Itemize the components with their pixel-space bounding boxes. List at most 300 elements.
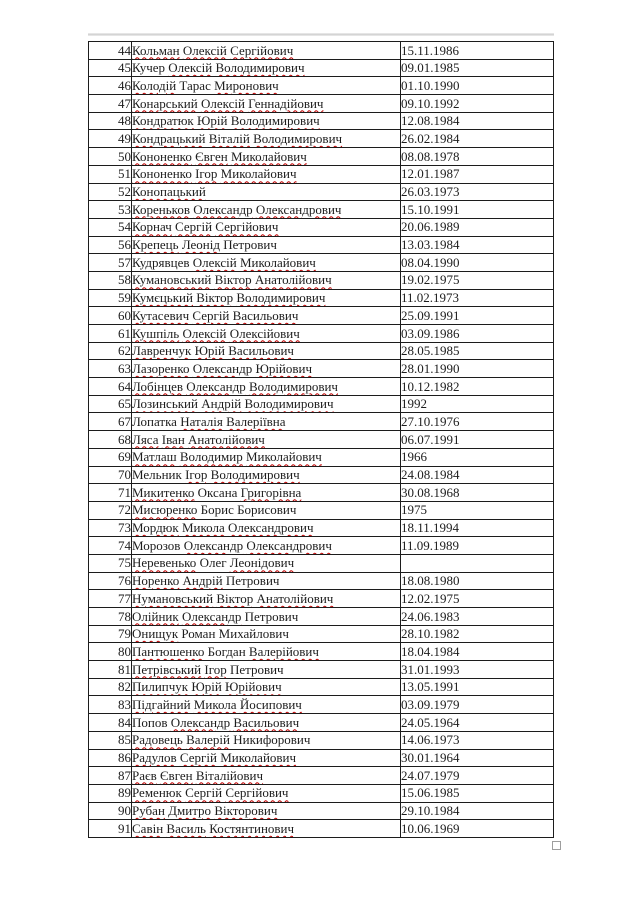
table-row (89, 307, 554, 325)
table-row (89, 42, 554, 60)
name-word-misspelled: Колодій (132, 77, 177, 93)
name-word: Петрович (229, 661, 284, 677)
row-number-cell[interactable]: 86 (89, 749, 132, 767)
table-row (89, 731, 554, 749)
name-word: Попов (132, 714, 168, 730)
person-name-cell[interactable] (132, 820, 401, 838)
table-row (89, 820, 554, 838)
name-word-misspelled: Олександр (183, 537, 244, 553)
name-word: Олег (199, 555, 227, 571)
birthdate-cell[interactable]: 03.09.1979 (401, 696, 554, 714)
row-number-cell[interactable]: 53 (89, 201, 132, 219)
person-name-cell[interactable] (132, 590, 401, 608)
person-name-cell[interactable] (132, 802, 401, 820)
person-name-cell[interactable] (132, 784, 401, 802)
row-number-cell[interactable]: 83 (89, 696, 132, 714)
birthdate-cell[interactable]: 09.10.1992 (401, 95, 554, 113)
row-number-cell[interactable]: 60 (89, 307, 132, 325)
birthdate-cell[interactable]: 24.06.1983 (401, 608, 554, 626)
name-word-misspelled: Онищук (132, 626, 179, 642)
birthdate-cell[interactable]: 18.08.1980 (401, 572, 554, 590)
row-number-cell[interactable]: 44 (89, 42, 132, 60)
name-word-misspelled: Анатолійович (256, 590, 334, 606)
name-word-misspelled: Нумановський (132, 590, 214, 606)
name-word-misspelled: Наталія (180, 413, 223, 429)
row-number-cell[interactable]: 72 (89, 501, 132, 519)
table-row (89, 218, 554, 236)
name-word: Михайлович (218, 626, 289, 642)
name-word-misspelled: Валерій (186, 732, 230, 748)
row-number-cell[interactable]: 65 (89, 395, 132, 413)
person-name-cell[interactable] (132, 608, 401, 626)
name-word-misspelled: Кумановський (132, 272, 212, 288)
person-name-cell[interactable] (132, 537, 401, 555)
row-number-cell[interactable]: 78 (89, 608, 132, 626)
person-name-cell[interactable] (132, 271, 401, 289)
birthdate-cell[interactable]: 30.01.1964 (401, 749, 554, 767)
name-word: Мельник (132, 467, 182, 483)
name-word-misspelled: Петрівський (132, 661, 202, 677)
table-row (89, 148, 554, 166)
person-name-cell[interactable] (132, 767, 401, 785)
table-row (89, 59, 554, 77)
name-word-misspelled: Геннадійович (248, 95, 324, 111)
person-name-cell[interactable] (132, 378, 401, 396)
name-word-misspelled: Кореньков (132, 201, 190, 217)
birthdate-cell[interactable]: 26.03.1973 (401, 183, 554, 201)
table-row (89, 431, 554, 449)
row-number-cell[interactable]: 52 (89, 183, 132, 201)
table-row (89, 484, 554, 502)
name-word-misspelled: Сергійович (230, 42, 294, 58)
row-number-cell[interactable]: 77 (89, 590, 132, 608)
row-number-cell[interactable]: 57 (89, 254, 132, 272)
row-number-cell[interactable]: 84 (89, 714, 132, 732)
row-number-cell[interactable]: 79 (89, 625, 132, 643)
person-name-cell[interactable] (132, 325, 401, 343)
name-word-misspelled: Володимир (179, 449, 243, 465)
person-name-cell[interactable] (132, 714, 401, 732)
table-row (89, 201, 554, 219)
birthdate-cell[interactable]: 15.11.1986 (401, 42, 554, 60)
person-name-cell[interactable] (132, 254, 401, 272)
name-word-misspelled: Неревенько (132, 555, 197, 571)
name-word-misspelled: Валерійович (248, 643, 319, 659)
name-word-misspelled: Вікторович (214, 803, 278, 819)
table-row (89, 395, 554, 413)
name-word-misspelled: Олійник (132, 608, 179, 624)
birthdate-cell[interactable]: 13.05.1991 (401, 678, 554, 696)
table-row (89, 767, 554, 785)
name-word-misspelled: Ременюк (132, 785, 182, 801)
name-word-misspelled: Юрій (191, 679, 222, 695)
row-number-cell[interactable]: 74 (89, 537, 132, 555)
table-row (89, 448, 554, 466)
table-row (89, 554, 554, 572)
name-word-misspelled: Миколайович (246, 449, 322, 465)
birthdate-cell[interactable] (401, 554, 554, 572)
name-word-misspelled: Васильович (233, 714, 300, 730)
table-row (89, 784, 554, 802)
birthdate-cell[interactable]: 30.08.1968 (401, 484, 554, 502)
birthdate-cell[interactable]: 01.10.1990 (401, 77, 554, 95)
row-number-cell[interactable]: 69 (89, 448, 132, 466)
person-name-cell[interactable] (132, 42, 401, 60)
person-name-cell[interactable] (132, 501, 401, 519)
table-row (89, 413, 554, 431)
row-number-cell[interactable]: 62 (89, 342, 132, 360)
name-word: Тарас (179, 77, 211, 93)
row-number-cell[interactable]: 73 (89, 519, 132, 537)
birthdate-cell[interactable]: 14.06.1973 (401, 731, 554, 749)
table-row (89, 572, 554, 590)
name-word-misspelled: Юрій (194, 343, 225, 359)
person-name-cell[interactable] (132, 466, 401, 484)
name-word-misspelled: Валеріївна (226, 413, 286, 429)
row-number-cell[interactable]: 90 (89, 802, 132, 820)
name-word-misspelled: Євген (195, 148, 228, 164)
birthdate-cell[interactable]: 20.06.1989 (401, 218, 554, 236)
birthdate-cell[interactable]: 15.10.1991 (401, 201, 554, 219)
name-word-misspelled: Олександрович (246, 537, 332, 553)
birthdate-cell[interactable]: 1966 (401, 448, 554, 466)
table-row (89, 519, 554, 537)
birthdate-cell[interactable]: 12.01.1987 (401, 165, 554, 183)
name-word-misspelled: Юрійович (255, 360, 313, 376)
name-word-misspelled: Олексій (182, 42, 227, 58)
name-word-misspelled: Володимирович (230, 113, 320, 129)
birthdate-cell[interactable]: 26.02.1984 (401, 130, 554, 148)
birthdate-cell[interactable]: 03.09.1986 (401, 325, 554, 343)
person-name-cell[interactable] (132, 95, 401, 113)
person-name-cell[interactable] (132, 554, 401, 572)
name-word-misspelled: Лобінцев (132, 378, 184, 394)
person-name-cell[interactable] (132, 749, 401, 767)
name-word-misspelled: Сергій (192, 307, 230, 323)
name-word-misspelled: Олександрович (255, 201, 342, 217)
birthdate-cell[interactable]: 11.09.1989 (401, 537, 554, 555)
name-word: Петрович (223, 237, 277, 253)
table-row (89, 608, 554, 626)
name-word-misspelled: Ігор (195, 166, 218, 182)
name-word-misspelled: Володимирович (236, 290, 326, 306)
person-name-cell[interactable] (132, 236, 401, 254)
birthdate-cell[interactable]: 25.09.1991 (401, 307, 554, 325)
person-name-cell[interactable] (132, 643, 401, 661)
birthdate-cell[interactable]: 08.04.1990 (401, 254, 554, 272)
name-word-misspelled: Лазоренко (132, 360, 190, 376)
name-word-misspelled: Ігор (204, 661, 227, 677)
birthdate-cell[interactable]: 1992 (401, 395, 554, 413)
name-word-misspelled: Сергій (185, 785, 223, 801)
birthdate-cell[interactable]: 24.05.1964 (401, 714, 554, 732)
table-row (89, 254, 554, 272)
name-word-misspelled: Леонідович (229, 555, 295, 571)
name-word-misspelled: Андрій (201, 396, 242, 412)
birthdate-cell[interactable]: 28.10.1982 (401, 625, 554, 643)
table-row (89, 643, 554, 661)
birthdate-cell[interactable]: 06.07.1991 (401, 431, 554, 449)
name-word-misspelled: Володимирович (215, 60, 305, 76)
name-word: Петрович (244, 608, 299, 624)
row-number-cell[interactable]: 80 (89, 643, 132, 661)
table-row (89, 378, 554, 396)
name-word-misspelled: Васильович (228, 343, 294, 359)
row-number-cell[interactable]: 87 (89, 767, 132, 785)
birthdate-cell[interactable]: 27.10.1976 (401, 413, 554, 431)
person-name-cell[interactable] (132, 360, 401, 378)
table-row (89, 289, 554, 307)
birthdate-cell[interactable]: 24.08.1984 (401, 466, 554, 484)
name-word-misspelled: Раєв (132, 767, 157, 783)
person-name-cell[interactable] (132, 395, 401, 413)
person-name-cell[interactable] (132, 130, 401, 148)
table-row (89, 165, 554, 183)
name-word-misspelled: Мордюк (132, 520, 179, 536)
name-word: Роман (181, 626, 216, 642)
name-word-misspelled: Григорівна (240, 484, 302, 500)
row-number-cell[interactable]: 70 (89, 466, 132, 484)
name-word-misspelled: Миколайович (220, 750, 297, 766)
name-word-misspelled: Олексій (200, 95, 245, 111)
name-word-misspelled: Пилипчук (132, 679, 189, 695)
row-number-cell[interactable]: 59 (89, 289, 132, 307)
table-row (89, 342, 554, 360)
birthdate-cell[interactable]: 1975 (401, 501, 554, 519)
table-row (89, 625, 554, 643)
name-word-misspelled: Кононенко (132, 166, 192, 182)
table-row (89, 466, 554, 484)
row-number-cell[interactable]: 75 (89, 554, 132, 572)
person-name-cell[interactable] (132, 165, 401, 183)
person-name-cell[interactable] (132, 678, 401, 696)
table-row (89, 130, 554, 148)
name-word-misspelled: Кондрацький (132, 130, 206, 146)
name-word-misspelled: Олексій (182, 325, 227, 341)
person-name-cell[interactable] (132, 625, 401, 643)
name-word-misspelled: Рубан (132, 803, 165, 819)
row-number-cell[interactable]: 81 (89, 661, 132, 679)
birthdate-cell[interactable]: 10.06.1969 (401, 820, 554, 838)
name-word-misspelled: Пантюшенко (132, 643, 205, 659)
name-word-misspelled: Олексійович (229, 325, 300, 341)
name-word-misspelled: Олексій (192, 254, 237, 270)
name-word-misspelled: Миколайович (239, 254, 316, 270)
name-word-misspelled: Мисюренко (132, 502, 198, 518)
table-row (89, 501, 554, 519)
person-name-cell[interactable] (132, 519, 401, 537)
table-row (89, 77, 554, 95)
name-word-misspelled: Сергійович (215, 219, 279, 235)
name-word-misspelled: Дмитро (168, 803, 212, 819)
name-word-misspelled: Кумєцький (132, 290, 193, 306)
row-number-cell[interactable]: 64 (89, 378, 132, 396)
name-word-misspelled: Матлаш (132, 449, 177, 465)
name-word-misspelled: Володимирович (253, 130, 343, 146)
name-word: Петрович (225, 573, 280, 589)
birthdate-cell[interactable]: 28.05.1985 (401, 342, 554, 360)
birthdate-cell[interactable]: 08.08.1978 (401, 148, 554, 166)
person-name-cell[interactable] (132, 289, 401, 307)
name-word-misspelled: Корнач (132, 219, 172, 235)
name-word-misspelled: Радовець (132, 732, 183, 748)
name-word: Кучер (132, 60, 166, 76)
table-row (89, 678, 554, 696)
name-word: Богдан (207, 643, 246, 659)
person-name-cell[interactable] (132, 59, 401, 77)
name-word-misspelled: Кушпіль (132, 325, 180, 341)
name-word-misspelled: Кольман (132, 42, 180, 58)
person-name-cell[interactable] (132, 218, 401, 236)
name-word-misspelled: Норенко (132, 573, 180, 589)
name-word-misspelled: Віталійович (195, 767, 264, 783)
table-row (89, 271, 554, 289)
name-word-misspelled: Сергій (175, 219, 213, 235)
person-name-cell[interactable] (132, 183, 401, 201)
birthdate-cell[interactable]: 28.01.1990 (401, 360, 554, 378)
row-number-cell[interactable]: 89 (89, 784, 132, 802)
name-word: Оксана (197, 484, 238, 500)
row-number-cell[interactable]: 85 (89, 731, 132, 749)
row-number-cell[interactable]: 54 (89, 218, 132, 236)
roster-table (88, 41, 554, 838)
person-name-cell[interactable] (132, 112, 401, 130)
row-number-cell[interactable]: 82 (89, 678, 132, 696)
row-number-cell[interactable]: 68 (89, 431, 132, 449)
table-row (89, 661, 554, 679)
table-row (89, 749, 554, 767)
name-word-misspelled: Сергійович (225, 785, 289, 801)
name-word: Борисович (237, 502, 297, 518)
name-word-misspelled: Радулов (132, 750, 177, 766)
name-word-misspelled: Олександр (181, 608, 242, 624)
birthdate-cell[interactable]: 29.10.1984 (401, 802, 554, 820)
table-row (89, 325, 554, 343)
name-word-misspelled: Олександр (186, 378, 246, 394)
name-word-misspelled: Олександр (193, 201, 253, 217)
person-name-cell[interactable] (132, 448, 401, 466)
row-number-cell[interactable]: 56 (89, 236, 132, 254)
name-word-misspelled: Володимирович (248, 378, 338, 394)
name-word: Никифорович (233, 732, 311, 748)
name-word: Борис (200, 502, 234, 518)
name-word-misspelled: Підгайний (132, 696, 191, 712)
row-number-cell[interactable]: 67 (89, 413, 132, 431)
name-word-misspelled: Миколайович (230, 148, 307, 164)
name-word: Лопатка (132, 413, 177, 429)
name-word-misspelled: Ігор (185, 467, 208, 483)
person-name-cell[interactable] (132, 307, 401, 325)
person-name-cell[interactable] (132, 77, 401, 95)
person-name-cell[interactable] (132, 696, 401, 714)
birthdate-cell[interactable]: 09.01.1985 (401, 59, 554, 77)
name-word-misspelled: Крепець (132, 237, 179, 253)
roster-table-body (89, 42, 554, 838)
row-number-cell[interactable]: 76 (89, 572, 132, 590)
person-name-cell[interactable] (132, 731, 401, 749)
birthdate-cell[interactable]: 13.03.1984 (401, 236, 554, 254)
birthdate-cell[interactable]: 18.11.1994 (401, 519, 554, 537)
row-number-cell[interactable]: 71 (89, 484, 132, 502)
name-word-misspelled: Йосипович (239, 696, 302, 712)
name-word-misspelled: Ляса (132, 431, 159, 447)
name-word-misspelled: Анатолійович (188, 431, 265, 447)
row-number-cell[interactable]: 63 (89, 360, 132, 378)
row-number-cell[interactable]: 91 (89, 820, 132, 838)
name-word-misspelled: Віктор (216, 590, 254, 606)
table-row (89, 183, 554, 201)
name-word-misspelled: Костянтинович (209, 820, 295, 836)
birthdate-cell[interactable]: 19.02.1975 (401, 271, 554, 289)
person-name-cell[interactable] (132, 661, 401, 679)
birthdate-cell[interactable]: 10.12.1982 (401, 378, 554, 396)
table-anchor-handle[interactable] (552, 841, 561, 850)
table-row (89, 696, 554, 714)
person-name-cell[interactable] (132, 342, 401, 360)
birthdate-cell[interactable]: 11.02.1973 (401, 289, 554, 307)
row-number-cell[interactable]: 45 (89, 59, 132, 77)
name-word-misspelled: Леонід (181, 237, 220, 253)
name-word-misspelled: Кондратюк (132, 113, 194, 129)
birthdate-cell[interactable]: 24.07.1979 (401, 767, 554, 785)
name-word-misspelled: Савін (132, 820, 164, 836)
birthdate-cell[interactable]: 12.02.1975 (401, 590, 554, 608)
row-number-cell[interactable]: 51 (89, 165, 132, 183)
row-number-cell[interactable]: 48 (89, 112, 132, 130)
row-number-cell[interactable]: 50 (89, 148, 132, 166)
row-number-cell[interactable]: 61 (89, 325, 132, 343)
row-number-cell[interactable]: 47 (89, 95, 132, 113)
name-word-misspelled: Олексій (168, 60, 213, 76)
person-name-cell[interactable] (132, 413, 401, 431)
table-row (89, 537, 554, 555)
person-name-cell[interactable] (132, 431, 401, 449)
name-word-misspelled: Іван (161, 431, 185, 447)
name-word-misspelled: Конопацький (132, 184, 206, 200)
birthdate-cell[interactable]: 12.08.1984 (401, 112, 554, 130)
row-number-cell[interactable]: 58 (89, 271, 132, 289)
name-word-misspelled: Анатолійович (254, 272, 332, 288)
table-row (89, 95, 554, 113)
person-name-cell[interactable] (132, 148, 401, 166)
name-word-misspelled: Кутасевич (132, 307, 190, 323)
name-word-misspelled: Кононенко (132, 148, 192, 164)
name-word-misspelled: Володимирович (210, 467, 300, 483)
birthdate-cell[interactable]: 18.04.1984 (401, 643, 554, 661)
row-number-cell[interactable]: 49 (89, 130, 132, 148)
birthdate-cell[interactable]: 15.06.1985 (401, 784, 554, 802)
person-name-cell[interactable] (132, 484, 401, 502)
person-name-cell[interactable] (132, 572, 401, 590)
name-word: Морозов (132, 537, 181, 553)
table-row (89, 590, 554, 608)
name-word-misspelled: Конарський (132, 95, 198, 111)
name-word-misspelled: Микитенко (132, 484, 195, 500)
name-word-misspelled: Олександр (170, 714, 231, 730)
row-number-cell[interactable]: 46 (89, 77, 132, 95)
name-word: Кудрявцев (132, 254, 190, 270)
person-name-cell[interactable] (132, 201, 401, 219)
name-word-misspelled: Володимирович (244, 396, 334, 412)
name-word-misspelled: Лавренчук (132, 343, 192, 359)
name-word-misspelled: Миронович (214, 77, 279, 93)
name-word-misspelled: Василь (166, 820, 206, 836)
table-row (89, 714, 554, 732)
birthdate-cell[interactable]: 31.01.1993 (401, 661, 554, 679)
table-row (89, 112, 554, 130)
name-word-misspelled: Миколайович (220, 166, 297, 182)
name-word-misspelled: Євген (159, 767, 193, 783)
